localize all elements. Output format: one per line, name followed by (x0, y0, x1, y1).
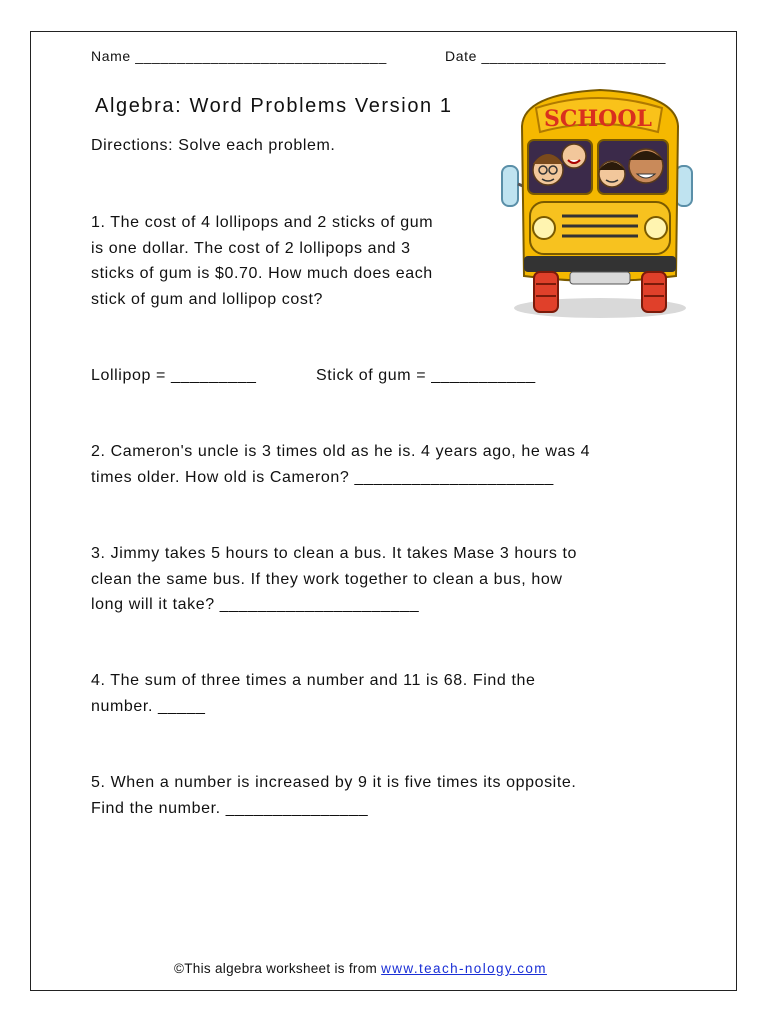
answer-lollipop: Lollipop = _________ (91, 367, 257, 384)
problem-line: is one dollar. The cost of 2 lollipops and 3 (91, 239, 411, 257)
date-label: Date (445, 48, 477, 64)
problem-line: 4. The sum of three times a number and 11 is 68. Find the (91, 672, 536, 689)
problem-2 (91, 439, 590, 490)
problem-line: 2. Cameron's uncle is 3 times old as he is. 4 years ago, he was 4 (91, 443, 591, 460)
problem-4 (91, 668, 536, 719)
bus-sign-text: SCHOOL (544, 106, 652, 132)
problem-line: clean the same bus. If they work together to clean a bus, how (91, 570, 563, 588)
directions: Directions: Solve each problem. (91, 137, 336, 154)
problem-line: 5. When a number is increased by 9 it is five times its opposite. (91, 774, 577, 791)
problem-line: 3. Jimmy takes 5 hours to clean a bus. It takes Mase 3 hours to (91, 545, 578, 562)
page-title: Algebra: Word Problems Version 1 (95, 95, 453, 117)
name-blank: ______________________________ (135, 48, 387, 64)
footer-text: ©This algebra worksheet is from (174, 961, 382, 976)
date-blank: ______________________ (481, 48, 666, 64)
problem-line: times older. How old is Cameron? _____________________ (91, 468, 554, 486)
problem-5 (91, 770, 576, 821)
footer-link[interactable]: www.teach-nology.com (381, 961, 547, 976)
problem-line: 1. The cost of 4 lollipops and 2 sticks of gum (91, 214, 434, 231)
problem-3 (91, 541, 577, 618)
problem-line: Find the number. _______________ (91, 799, 369, 817)
name-field (91, 48, 387, 64)
name-label: Name (91, 48, 131, 64)
problem-line: stick of gum and lollipop cost? (91, 290, 324, 308)
problem-line: number. _____ (91, 697, 206, 715)
school-bus-icon (500, 86, 696, 324)
problem-line: long will it take? _____________________ (91, 596, 420, 613)
problem-1 (91, 210, 433, 312)
footer (174, 961, 547, 976)
answer-gum: Stick of gum = ___________ (316, 367, 536, 384)
date-field (445, 48, 666, 64)
problem-line: sticks of gum is $0.70. How much does each (91, 265, 433, 282)
